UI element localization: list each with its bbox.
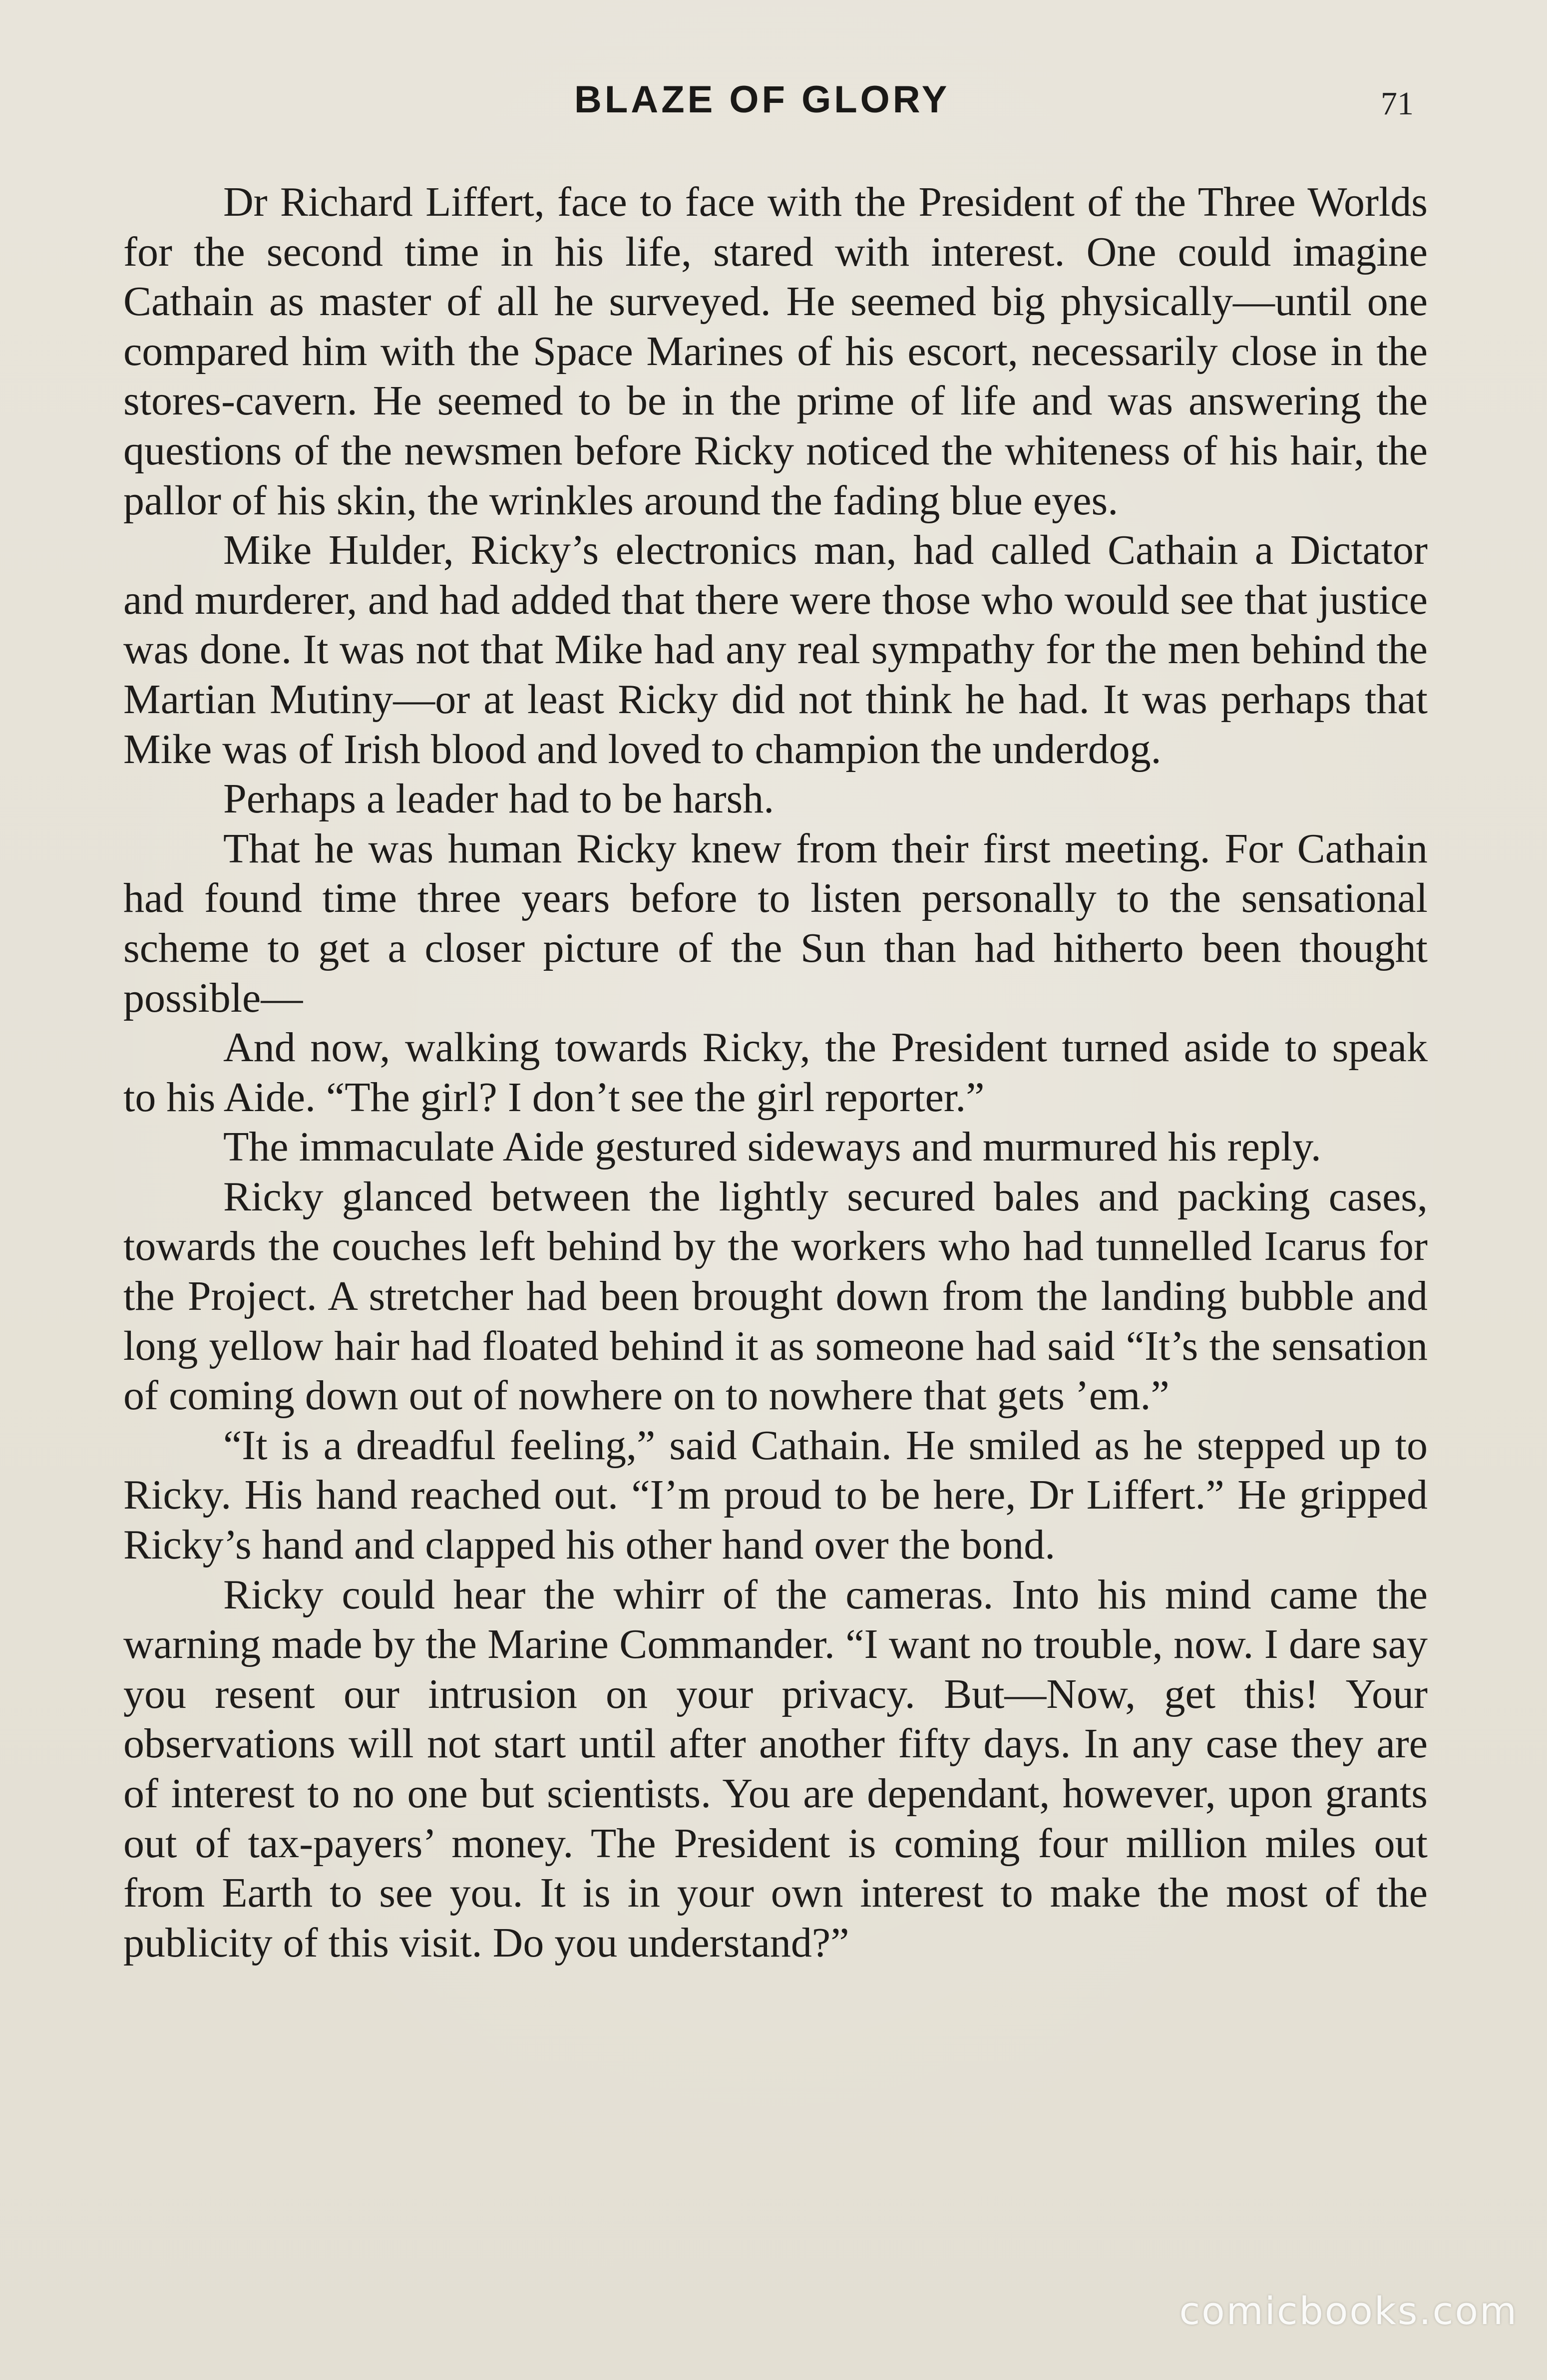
paragraph-1: Dr Richard Liffert, face to face with the President of the Three Worlds for the second time in his life, stared with interest. One could imagine Cathain as master of all he surveyed. He seemed big physically—until one compared him with the Space Marines of his escort, necessarily close in the stores-cavern. He seemed to be in the prime of life and was answering the questions of the newsmen before Ricky noticed the whiteness of his hair, the pallor of his skin, the wrinkles around the fading blue eyes.: [123, 179, 1428, 524]
paragraph-3: Perhaps a leader had to be harsh.: [223, 776, 774, 822]
body-text: [123, 177, 1428, 1968]
running-head: [0, 75, 1547, 125]
paragraph-4: That he was human Ricky knew from their first meeting. For Cathain had found time three years before to listen personally to the sensational scheme to get a closer picture of the Sun than had hitherto been thought possible—: [123, 825, 1428, 1021]
paragraph-7: Ricky glanced between the lightly secured bales and packing cases, towards the couches left behind by the workers who had tunnelled Icarus for the Project. A stretcher had been brought down from the landing bubble and long yellow hair had floated behind it as someone had said “It’s the sensation of coming down out of nowhere on to nowhere that gets ’em.”: [123, 1173, 1428, 1419]
running-title: BLAZE OF GLORY: [574, 78, 950, 121]
paragraph-9: Ricky could hear the whirr of the cameras. Into his mind came the warning made by the Marine Commander. “I want no trouble, now. I dare say you resent our intrusion on your privacy. But—Now, get this! Your observations will not start until after another fifty days. In any case they are of interest to no one but scientists. You are dependant, however, upon grants out of tax-payers’ money. The President is coming four million miles out from Earth to see you. It is in your own interest to make the most of the publicity of this visit. Do you understand?”: [123, 1571, 1428, 1966]
paragraph-2: Mike Hulder, Ricky’s electronics man, had called Cathain a Dictator and murderer, and had added that there were those who would see that justice was done. It was not that Mike had any real sympathy for the men behind the Martian Mutiny—or at least Ricky did not think he had. It was perhaps that Mike was of Irish blood and loved to champion the underdog.: [123, 527, 1428, 773]
paragraph-8: “It is a dreadful feeling,” said Cathain. He smiled as he stepped up to Ricky. His hand reached out. “I’m proud to be here, Dr Liffert.” He gripped Ricky’s hand and clapped his other hand over the bond.: [123, 1422, 1428, 1569]
paragraph-5: And now, walking towards Ricky, the President turned aside to speak to his Aide. “The girl? I don’t see the girl reporter.”: [123, 1024, 1428, 1121]
page-number: 71: [1381, 85, 1414, 122]
paragraph-6: The immaculate Aide gestured sideways and murmured his reply.: [223, 1124, 1321, 1171]
site-watermark: comicbooks.com: [1179, 2289, 1518, 2333]
